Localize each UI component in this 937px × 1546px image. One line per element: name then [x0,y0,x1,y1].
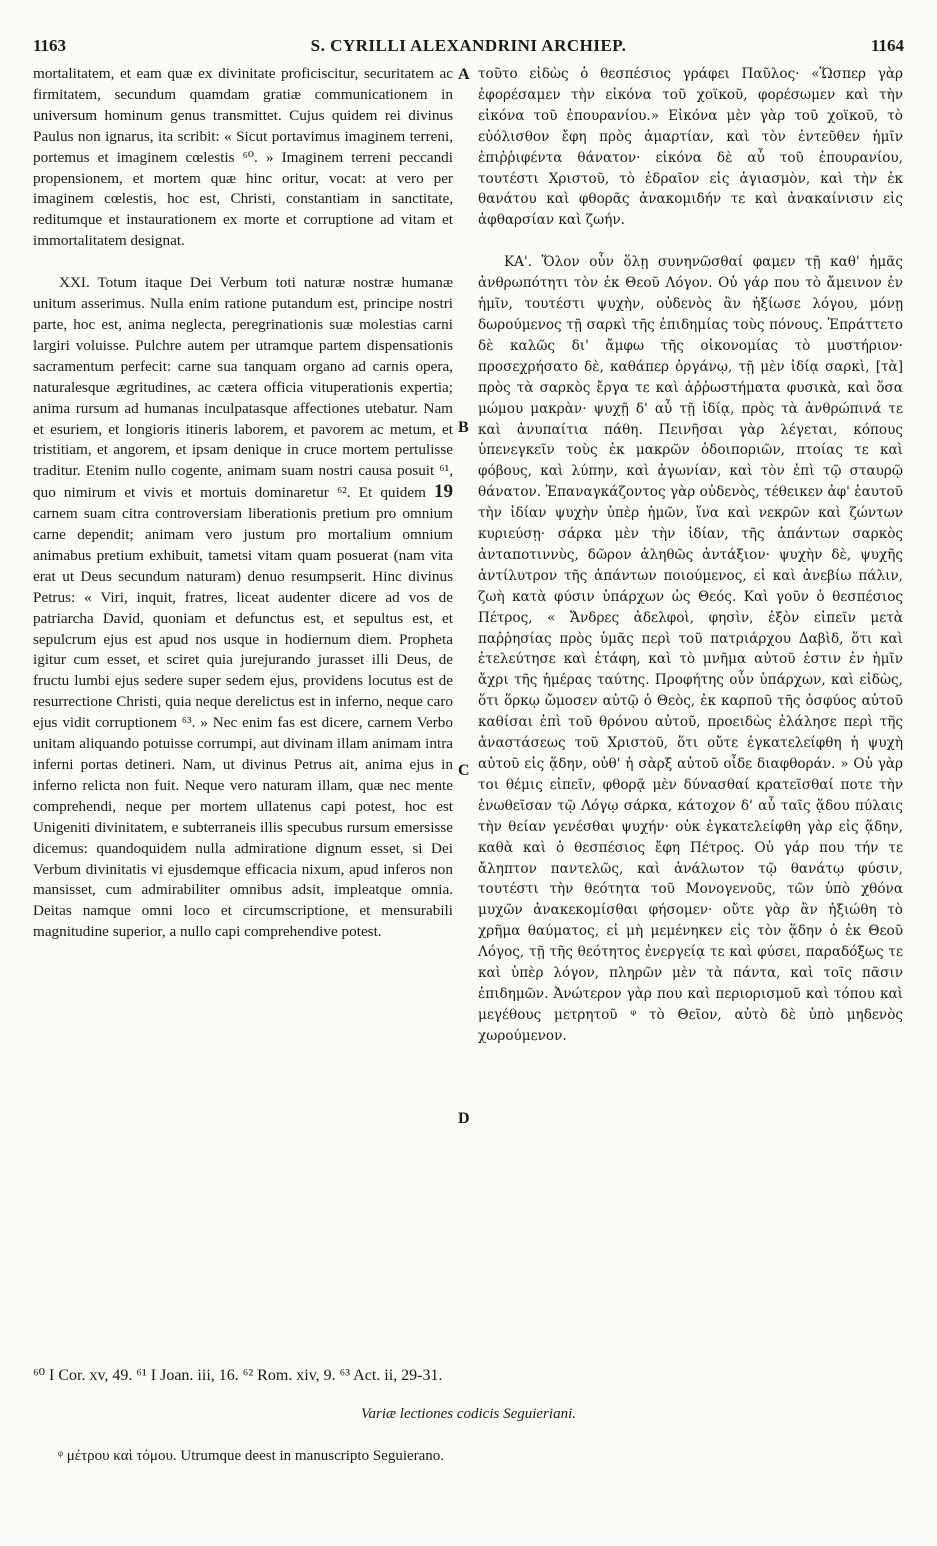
running-title: S. CYRILLI ALEXANDRINI ARCHIEP. [310,36,627,55]
greek-paragraph: τοῦτο εἰδὼς ὁ θεσπέσιος γράφει Παῦλος· «Ὥσπερ γὰρ ἐφορέσαμεν τὴν εἰκόνα τοῦ χοϊκοῦ, φορέσωμεν καὶ τὴν εἰκόνα τοῦ ἐπουρανίου.» Εἰκόνα μὲν γὰρ τοῦ χοϊκοῦ, τὸ εὐόλισθον ἔφη πρὸς ἁμαρτίαν, καὶ τὸν ἐντεῦθεν ἡμῖν ἐπιῤῥιφέντα θάνατον· εἰκόνα δὲ αὖ τοῦ ἐπουρανίου, τουτέστι Χριστοῦ, τὸ ἑδραῖον εἰς ἁγιασμὸν, καὶ τὴν ἐκ θανάτου καὶ φθορᾶς ἀνακομιδήν τε καὶ ἀνακαίνισιν εἰς ἀφθαρσίαν καὶ ζωήν. [478,66,903,229]
latin-text: carnem suam citra controversiam liberationis pretium pro omnium carne dependit; animam vero justum pro mortalium omnium animabus pretium exhibuit, tametsi vitam quam posuerat (nam vita erat ut Deus secundum naturam) denuo resumpserit. Hinc divinus Petrus: « Viri, inquit, fratres, liceat audenter dicere ad vos de patriarcha David, quoniam et defunctus est, et sepultus est, et sepulcrum ejus est apud nos usque in hodiernum diem. Propheta igitur cum esset, et sciret quia jurejurando jurasset illi Deus, de fructu lumbi ejus sedere super sedem ejus, providens locutus est de resurrectione Christi, quia neque derelictus est in inferno, neque caro ejus vidit corruptionem ⁶³. » Nec enim fas est dicere, carnem Verbo unitam aliquando potuisse corrumpi, aut divinam illam animam intra inferni portas detineri. Nam, ut divinus Petrus ait, anima ejus in inferno relicta non fuit. Neque vero naturam illam, quæ nec mente comprehendi, neque per mortem ullatenus capi potest, hoc est Unigeniti divinitatem, e subterraneis illis specubus rursum emersisse dicemus: quandoquidem nulla admiratione dignum esset, si Dei Verbum divinitatis vi ejusdemque efficacia nixum, apud inferos non mansisset, cum admirabiliter omnibus adsit, impleatque omnia. Deitas namque omni loco et circumscriptione, et mensurabili magnitudine superior, a nullo capi comprehendive potest. [33,505,453,941]
column-number-right: 1164 [870,36,904,55]
greek-column [478,64,903,1047]
column-number-left: 1163 [33,36,67,55]
variae-lectiones-title: Variæ lectiones codicis Seguieriani. [361,1406,576,1422]
greek-paragraph-ka: ΚΑ'. Ὅλον οὖν ὅλῃ συνηνῶσθαί φαμεν τῇ καθ' ἡμᾶς ἀνθρωπότητι τὸν ἐκ Θεοῦ Λόγον. Οὐ γάρ που τὸ ἄμεινον ἐν ἡμῖν, τουτέστι ψυχὴν, οὐδενὸς ἂν ἠξίωσε λόγου, μόνῃ δωρούμενος τῇ σαρκὶ τῆς ἐπιδημίας τοὺς πόνους. Ἐπράττετο δὲ καλῶς δι' ἄμφω τῆς οἰκονομίας τὸ μυστήριον· προσεχρήσατο δὲ, καθάπερ ὀργάνῳ, τῇ μὲν ἰδίᾳ σαρκὶ, [τὰ] πρὸς τὰ σαρκὸς ἔργα τε καὶ ἀῤῥωστήματα φυσικὰ, καὶ ὅσα μώμου μακρὰν· ψυχῇ δ' αὖ τῇ ἰδίᾳ, πρὸς τὰ ἀνθρώπινά τε καὶ ἀνυπαίτια πάθη. Πεινῆσαι γὰρ λέγεται, κόπους ὑπενεγκεῖν τοὺς ἐκ μακρῶν ὁδοιποριῶν, πτοίας τε καὶ φόβους, καὶ λύπην, καὶ ἀγωνίαν, καὶ τὸν ἐπὶ τῷ σταυρῷ θάνατον. Ἐπαναγκάζοντος γὰρ οὐδενὸς, τέθεικεν ἀφ' ἑαυτοῦ τὴν ἰδίαν ψυχὴν ὑπὲρ ἡμῶν, ἵνα καὶ νεκρῶν καὶ ζώντων κυριεύσῃ· σάρκα μὲν τὴν ἰδίαν, τῆς ἁπάντων σαρκὸς ἀνταποτιννὺς, δῶρον ἀληθῶς ἀντάξιον· ψυχὴν δὲ, ψυχῆς ἀντίλυτρον τῆς ἁπάντων ποιούμενος, εἰ καὶ ἀνεβίω πάλιν, ζωὴ κατὰ φύσιν ὑπάρχων ὡς Θεός. Καὶ γοῦν ὁ θεσπέσιος Πέτρος, « Ἄνδρες ἀδελφοὶ, φησὶν, ἐξὸν εἰπεῖν μετὰ παῤῥησίας πρὸς ὑμᾶς περὶ τοῦ πατριάρχου Δαβὶδ, ὅτι καὶ ἐτελεύτησε καὶ ἐτάφη, καὶ τὸ μνῆμα αὐτοῦ ἐστιν ἐν ἡμῖν ἄχρι τῆς ἡμέρας ταύτης. Προφήτης οὖν ὑπάρχων, καὶ εἰδὼς, ὅτι ὅρκῳ ὤμοσεν αὐτῷ ὁ Θεὸς, ἐκ καρποῦ τῆς ὀσφύος αὐτοῦ καθίσαι ἐπὶ τοῦ θρόνου αὐτοῦ, προειδὼς ἐλάλησε περὶ τῆς ἀναστάσεως τοῦ Χριστοῦ, ὅτι οὔτε ἐγκατελείφθη ἡ ψυχὴ αὐτοῦ εἰς ᾅδην, οὐθ' ἡ σὰρξ αὐτοῦ οἶδε διαφθοράν. » Οὐ γὰρ τοι θέμις εἰπεῖν, φθορᾷ μὲν δύνασθαί κρατεῖσθαί ποτε τὴν ἑνωθεῖσαν τῷ Λόγῳ σάρκα, κάτοχον δ' αὖ ταῖς ᾅδου πύλαις τὴν θείαν γενέσθαι ψυχήν· οὐκ ἐγκατελείφθη γὰρ εἰς ᾅδην, καθὰ καὶ ὁ θεσπέσιος ἔφη Πέτρος. Οὐ γάρ που τήν τε ἄληπτον παντελῶς, καὶ ἀνάλωτον τῷ θανάτῳ φύσιν, τουτέστι τὴν θεότητα τοῦ Μονογενοῦς, τῶν ὑπὸ χθόνα μυχῶν ἀνακεκομίσθαι φήσομεν· οὔτε γὰρ ἂν ἠξιώθη τὸ χρῆμα θαύματος, εἰ μὴ μεμένηκεν εἰς τὸν ᾅδην ὁ ἐκ Θεοῦ Λόγος, τῇ τῆς θεότητος ἐνεργείᾳ τε καὶ φύσει, παραδόξως τε καὶ ὑπὲρ λόγον, πληρῶν μὲν τὰ πάντα, καὶ τοῖς πᾶσιν ἐπιδημῶν. Ἀνώτερον γὰρ που καὶ περιορισμοῦ καὶ τόπου καὶ μεγέθους μετρητοῦ ᵠ τὸ Θεῖον, αὐτὸ δὲ ὑπὸ μηδενὸς χωρούμενον. [478,254,903,1044]
latin-paragraph: mortalitatem, et eam quæ ex divinitate proficiscitur, securitatem ac firmitatem, secundum quamdam gratiæ communicationem in universum hominum genus transmittet. Cujus quidem rei divinus Paulus non ignarus, ita scribit: « Sicut portavimus imaginem terreni, portemus et imaginem cœlestis ⁶⁰. » Imaginem terreni peccandi propensionem, et mortem quæ hinc oritur, vocat: at vero per imaginem cœlestis, hoc est, Christi, constantiam in sanctitate, reditumque et instaurationem ex morte et corruptione ad vitam et immortalitatem designat. [33,65,453,250]
margin-letter-a: A [458,66,470,83]
footnotes: ⁶⁰ I Cor. xv, 49. ⁶¹ I Joan. iii, 16. ⁶² Rom. xiv, 9. ⁶³ Act. ii, 29-31. [33,1367,443,1384]
margin-letter-d: D [458,1110,470,1127]
latin-column [33,64,453,943]
margin-letter-b: B [458,419,469,436]
variant-reading-note: ᵠ μέτρου καὶ τόμου. Utrumque deest in manuscripto Seguierano. [58,1448,445,1464]
latin-paragraph-xxi [33,273,453,943]
latin-text: XXI. Totum itaque Dei Verbum toti naturæ nostræ humanæ unitum asserimus. Nulla enim ratione putandum est, principe nostri parte, hoc est, anima neglecta, peregrinationis suæ molestias carni largiri voluisse. Pulchre autem per utramque partem dispensationis sacramentum perfecit: carne sua tanquam organo ad carnis opera, naturalesque ægritudines, ac cætera officia vituperationis expertia; anima rursum ad humanas inculpatasque affectiones utebatur. Nam et esuriem, et longioris itineris laborem, et pavorem ac metum, et tristitiam, et angorem, et ipsam denique in cruce mortem pertulisse traditur. Etenim nullo cogente, animam suam nostri causa posuit ⁶¹, quo nimirum et vivis et mortuis dominaretur ⁶². Et quidem [33,274,453,502]
page-marker-number: 19 [434,481,454,503]
margin-letter-c: C [458,762,470,779]
